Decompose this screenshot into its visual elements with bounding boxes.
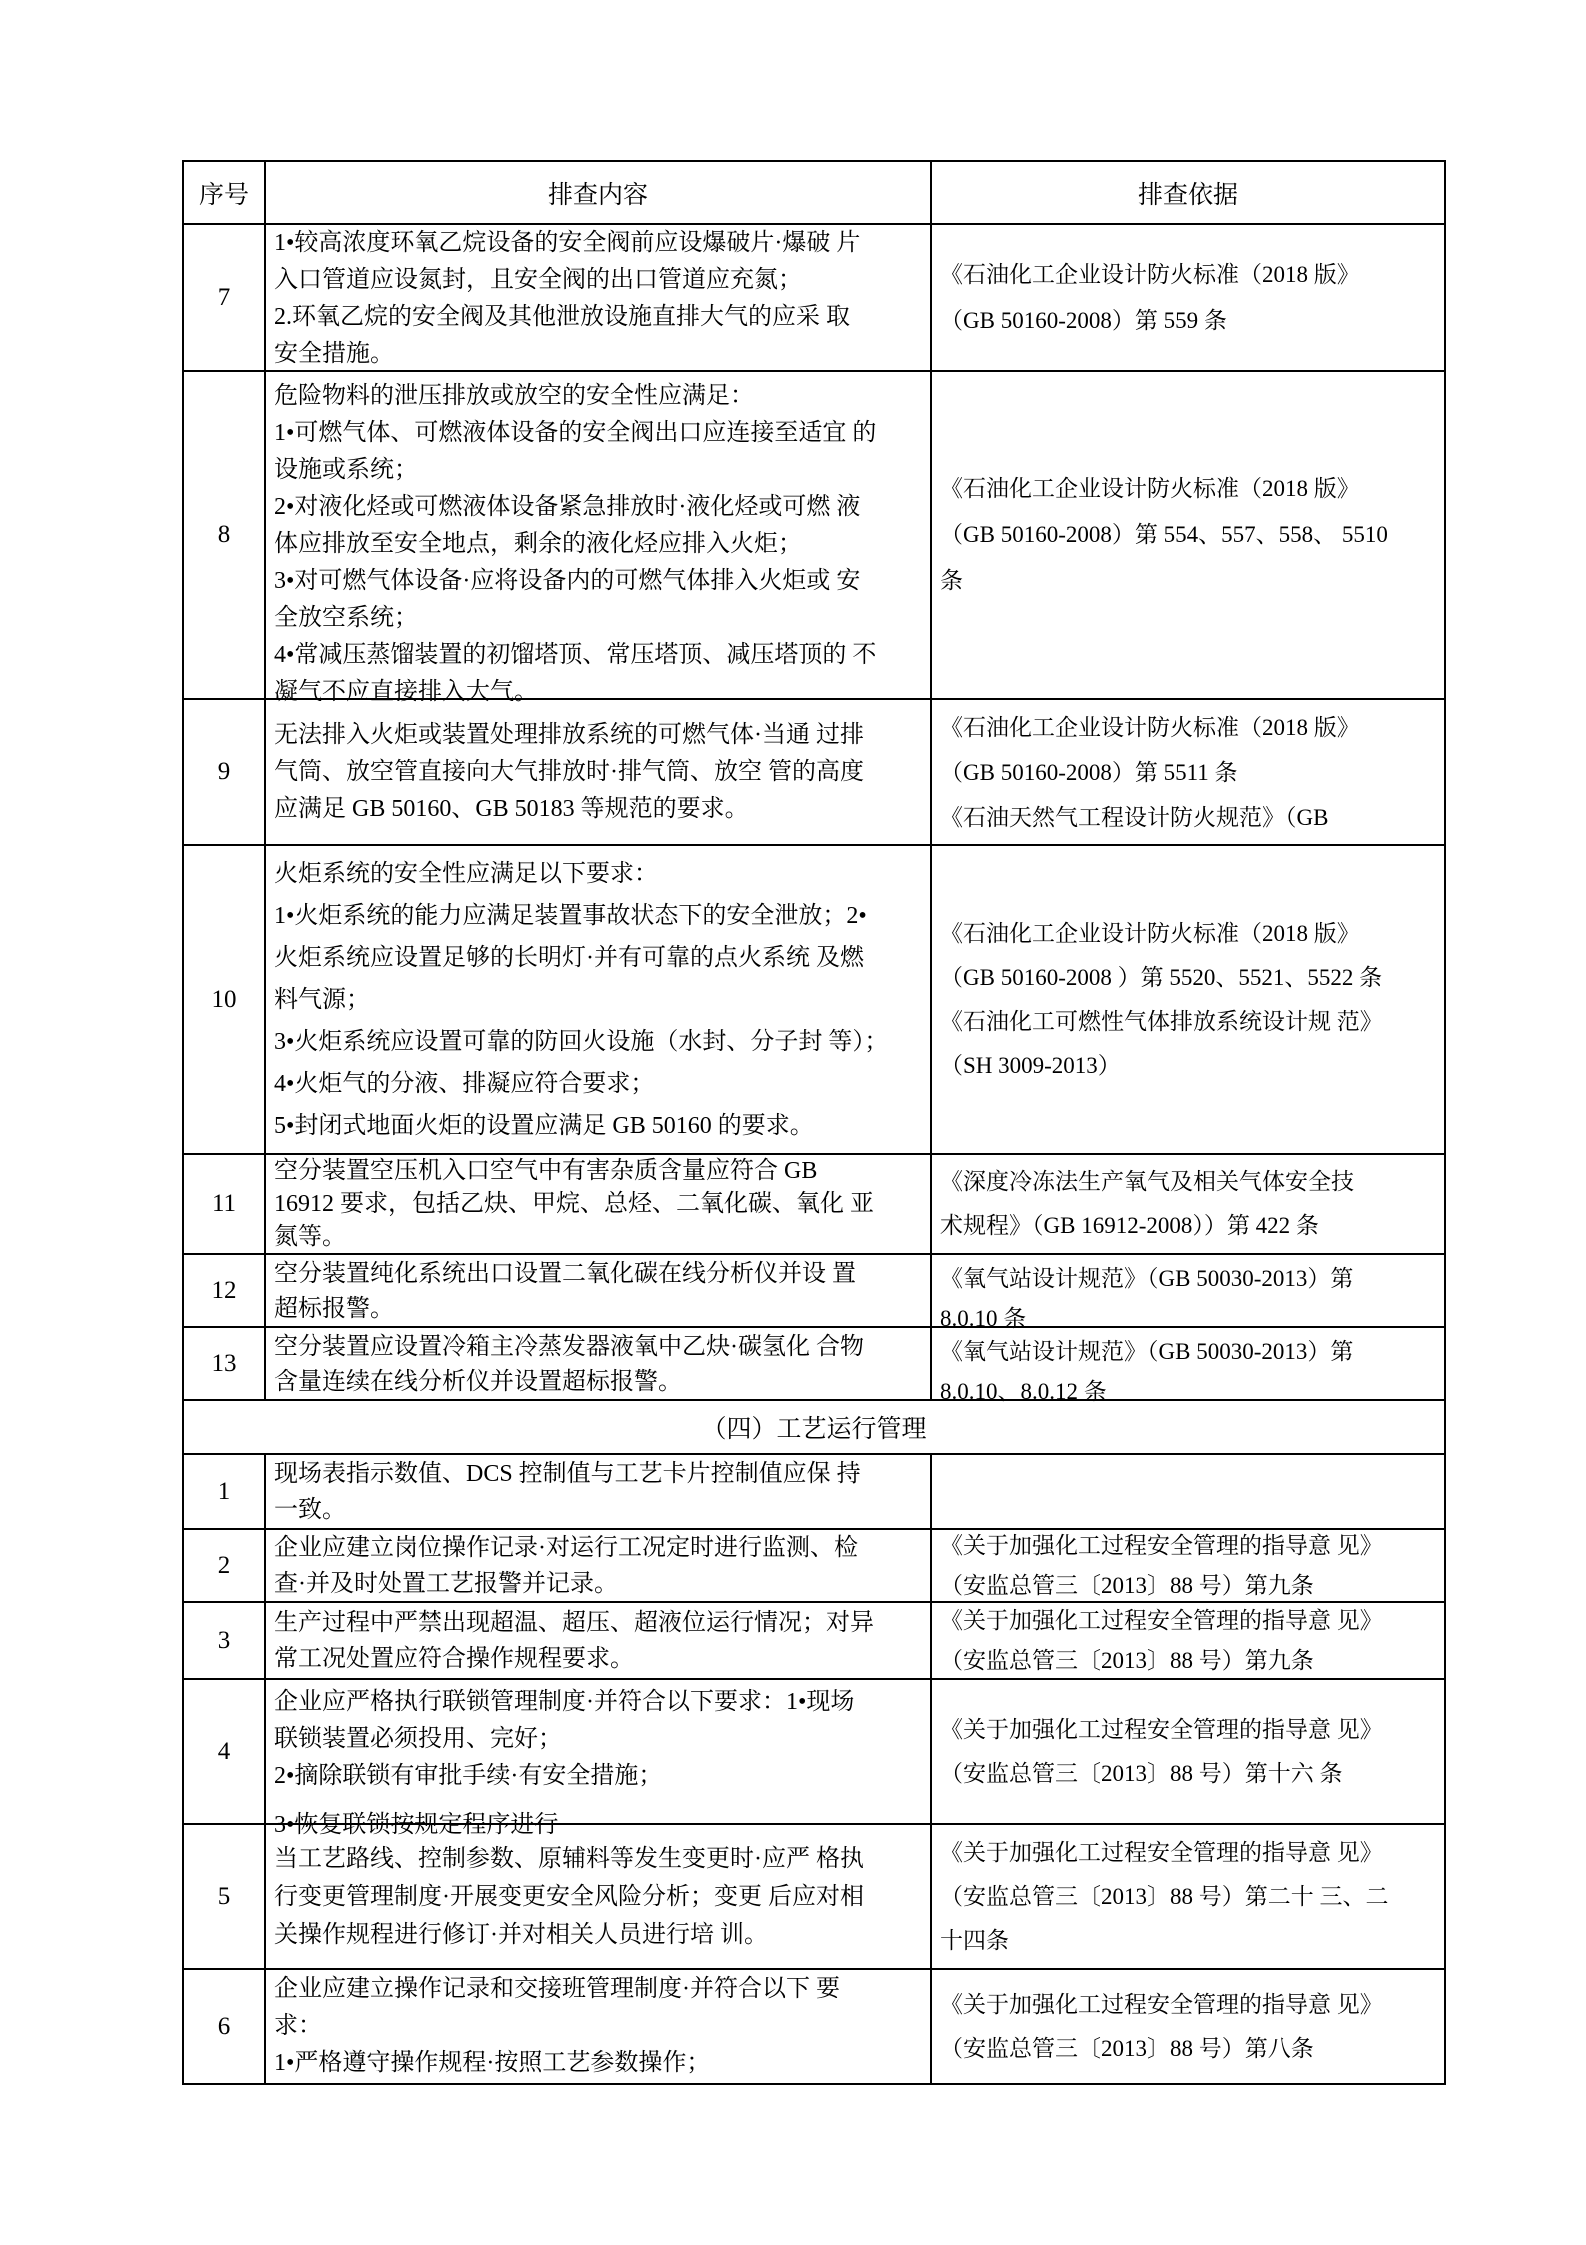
content-text-line: 火炬系统的安全性应满足以下要求： — [274, 860, 658, 887]
content-box — [266, 225, 930, 370]
content-box — [266, 1680, 930, 1838]
basis-text-line: 8.0.10、8.0.12 条 — [940, 1379, 1107, 1404]
row-number-cell — [183, 845, 265, 1154]
basis-text-line: （GB 50160-2008 ）第 5520、5521、5522 条 — [940, 964, 1383, 990]
basis-text-line: 《石油化工企业设计防火标准（2018 版》 — [940, 714, 1360, 740]
content-box — [266, 700, 930, 844]
basis-text-line: 十四条 — [940, 1927, 1009, 1953]
content-box — [266, 1825, 930, 1968]
basis-cell — [931, 1254, 1445, 1331]
basis-text-line: （SH 3009-2013） — [940, 1052, 1121, 1078]
content-text-line: 危险物料的泄压排放或放空的安全性应满足： — [274, 383, 754, 409]
row-number-box — [184, 1328, 264, 1399]
row-number-box — [184, 1825, 264, 1968]
basis-text-line: 8.0.10 条 — [940, 1306, 1027, 1331]
content-text-line: 当工艺路线、控制参数、原辅料等发生变更时·应严 格执 — [274, 1845, 864, 1872]
content-cell — [265, 699, 931, 845]
basis-cell — [931, 1154, 1445, 1254]
basis-cell — [931, 1602, 1445, 1679]
row-number-cell — [183, 224, 265, 371]
content-text-line: 空分装置纯化系统出口设置二氧化碳在线分析仪并设 置 — [274, 1261, 856, 1287]
content-text-line: 超标报警。 — [274, 1296, 394, 1322]
row-number-box — [184, 1455, 264, 1528]
content-text-line: 空分装置应设置冷箱主冷蒸发器液氧中乙炔·碳氢化 合物 — [274, 1334, 864, 1360]
content-text-line: 1•可燃气体、可燃液体设备的安全阀出口应连接至适宜 的 — [274, 420, 877, 446]
basis-text-line: 《关于加强化工过程安全管理的指导意 见》 — [940, 1716, 1383, 1742]
row-number-box — [184, 1155, 264, 1253]
content-cell — [265, 1254, 931, 1327]
row-number: 3 — [217, 1626, 231, 1654]
row-number-cell — [183, 699, 265, 845]
content-text-line: 料气源； — [274, 986, 370, 1013]
basis-cell — [931, 1824, 1445, 1969]
basis-text-line: （安监总管三〔2013〕88 号）第八条 — [940, 2035, 1314, 2061]
table-row — [183, 224, 1445, 371]
content-text-line: 2.环氧乙烷的安全阀及其他泄放设施直排大气的应采 取 — [274, 304, 850, 330]
content-text-line: 关操作规程进行修订·并对相关人员进行培 训。 — [274, 1921, 768, 1948]
content-text-line: 凝气不应直接排入大气。 — [274, 679, 538, 705]
row-number-box — [184, 1603, 264, 1678]
content-box — [266, 1530, 930, 1601]
content-box — [266, 1328, 930, 1399]
basis-text-line: （GB 50160-2008）第 559 条 — [940, 307, 1227, 333]
header-label-basis: 排查依据 — [1137, 181, 1238, 209]
content-cell — [265, 1529, 931, 1602]
row-number-cell — [183, 1679, 265, 1824]
basis-box — [932, 846, 1444, 1153]
content-text-line: 空分装置空压机入口空气中有害杂质含量应符合 GB — [274, 1158, 818, 1184]
basis-cell — [931, 224, 1445, 371]
basis-text-line: 《关于加强化工过程安全管理的指导意 见》 — [940, 1991, 1383, 2017]
row-number-cell — [183, 1154, 265, 1254]
basis-text-line: 《关于加强化工过程安全管理的指导意 见》 — [940, 1532, 1383, 1558]
table-row — [183, 1254, 1445, 1327]
content-cell — [265, 1454, 931, 1529]
basis-cell — [931, 1679, 1445, 1824]
basis-box — [932, 700, 1444, 844]
basis-box — [932, 1825, 1444, 1968]
content-text-line: 3•恢复联锁按规定程序进行 — [274, 1812, 559, 1838]
content-cell — [265, 845, 931, 1154]
row-number: 4 — [217, 1737, 231, 1765]
content-cell — [265, 224, 931, 371]
content-text-line: 无法排入火炬或装置处理排放系统的可燃气体·当通 过排 — [274, 721, 864, 748]
basis-box — [932, 1603, 1444, 1678]
content-text-line: 火炬系统应设置足够的长明灯·并有可靠的点火系统 及燃 — [274, 944, 864, 971]
content-box — [266, 1455, 930, 1528]
content-text-line: 设施或系统； — [274, 457, 418, 483]
header-cell-basis — [931, 161, 1445, 224]
content-text-line: 生产过程中严禁出现超温、超压、超液位运行情况；对异 — [274, 1609, 874, 1636]
basis-text-line: 《石油化工企业设计防火标准（2018 版》 — [940, 920, 1360, 946]
section-title: （四）工艺运行管理 — [701, 1416, 927, 1443]
content-text-line: 应满足 GB 50160、GB 50183 等规范的要求。 — [274, 795, 749, 822]
basis-cell — [931, 371, 1445, 699]
content-cell — [265, 1602, 931, 1679]
row-number-box — [184, 1970, 264, 2083]
row-number: 2 — [217, 1551, 231, 1579]
row-number: 9 — [217, 758, 231, 785]
row-number-box — [184, 1680, 264, 1823]
basis-text-line: 《氧气站设计规范》（GB 50030-2013）第 — [940, 1266, 1354, 1291]
row-number-box — [184, 1255, 264, 1326]
content-text-line: 3•对可燃气体设备·应将设备内的可燃气体排入火炬或 安 — [274, 568, 861, 594]
content-cell — [265, 1679, 931, 1838]
row-number-box — [184, 700, 264, 844]
basis-cell — [931, 1529, 1445, 1602]
basis-text-line: 《关于加强化工过程安全管理的指导意 见》 — [940, 1607, 1383, 1633]
header-cell-content — [265, 161, 931, 224]
basis-text-line: （安监总管三〔2013〕88 号）第十六 条 — [940, 1760, 1343, 1786]
row-number: 12 — [211, 1276, 237, 1304]
basis-text-line: 《氧气站设计规范》（GB 50030-2013）第 — [940, 1339, 1354, 1364]
content-text-line — [274, 1795, 928, 1807]
content-box — [266, 372, 930, 705]
table-row — [183, 1529, 1445, 1602]
content-text-line: 查·并及时处置工艺报警并记录。 — [274, 1570, 618, 1597]
content-box — [266, 846, 930, 1153]
content-text-line: 入口管道应设氮封，且安全阀的出口管道应充氮； — [274, 267, 802, 293]
table-row — [183, 1969, 1445, 2084]
content-text-line: 3•火炬系统应设置可靠的防回火设施（水封、分子封 等）； — [274, 1028, 889, 1055]
content-text-line: 氮等。 — [274, 1224, 346, 1250]
row-number: 11 — [211, 1190, 237, 1217]
row-number-cell — [183, 1824, 265, 1969]
table-row — [183, 1327, 1445, 1400]
row-number: 6 — [217, 2012, 231, 2040]
basis-box — [932, 372, 1444, 698]
table-row — [183, 845, 1445, 1154]
row-number-box — [184, 846, 264, 1153]
table-row — [183, 1679, 1445, 1824]
content-text-line: 企业应严格执行联锁管理制度·并符合以下要求：1•现场 — [274, 1689, 855, 1715]
content-cell — [265, 1154, 931, 1254]
row-number-cell — [183, 1254, 265, 1327]
basis-text-line: 术规程》（GB 16912-2008））第 422 条 — [940, 1213, 1319, 1238]
content-text-line: 2•摘除联锁有审批手续·有安全措施； — [274, 1763, 663, 1789]
basis-cell — [931, 1969, 1445, 2084]
content-text-line: 安全措施。 — [274, 341, 394, 367]
content-cell — [265, 1327, 931, 1400]
content-text-line: 气筒、放空管直接向大气排放时·排气筒、放空 管的高度 — [274, 758, 864, 785]
table-header-row — [183, 161, 1445, 224]
content-box — [266, 1255, 930, 1326]
content-text-line: 求： — [274, 2013, 322, 2039]
row-number: 1 — [217, 1477, 231, 1505]
row-number-box — [184, 372, 264, 698]
table-row — [183, 1824, 1445, 1969]
basis-text-line: 《关于加强化工过程安全管理的指导意 见》 — [940, 1839, 1383, 1865]
table-row — [183, 371, 1445, 699]
content-cell — [265, 1824, 931, 1969]
content-box — [266, 1603, 930, 1678]
row-number-box — [184, 1530, 264, 1601]
basis-cell — [931, 699, 1445, 845]
row-number: 13 — [211, 1349, 237, 1377]
content-cell — [265, 371, 931, 705]
content-text-line: 现场表指示数值、DCS 控制值与工艺卡片控制值应保 持 — [274, 1460, 861, 1487]
basis-cell — [931, 1327, 1445, 1404]
header-cell-no — [183, 161, 265, 224]
basis-box — [932, 1680, 1444, 1823]
content-box — [266, 1970, 930, 2083]
basis-text-line: 条 — [940, 568, 963, 593]
basis-text-line: 《石油化工企业设计防火标准（2018 版》 — [940, 261, 1360, 287]
table-row — [183, 1602, 1445, 1679]
content-text-line: 行变更管理制度·开展变更安全风险分析；变更 后应对相 — [274, 1883, 864, 1910]
content-text-line: 1•火炬系统的能力应满足装置事故状态下的安全泄放；2• — [274, 902, 867, 929]
basis-text-line: （安监总管三〔2013〕88 号）第九条 — [940, 1572, 1314, 1598]
content-text-line: 5•封闭式地面火炬的设置应满足 GB 50160 的要求。 — [274, 1112, 814, 1139]
basis-text-line: （GB 50160-2008）第 5511 条 — [940, 759, 1238, 785]
header-label-no: 序号 — [198, 181, 249, 209]
content-text-line: 一致。 — [274, 1496, 346, 1523]
row-number-cell — [183, 1529, 265, 1602]
table-row — [183, 1454, 1445, 1529]
content-cell — [265, 1969, 931, 2084]
content-box — [266, 1155, 930, 1253]
basis-box — [932, 1255, 1444, 1331]
row-number-box — [184, 225, 264, 370]
row-number: 8 — [217, 521, 231, 548]
content-text-line: 含量连续在线分析仪并设置超标报警。 — [274, 1369, 682, 1395]
basis-box — [932, 1155, 1444, 1253]
content-text-line: 16912 要求，包括乙炔、甲烷、总烃、二氧化碳、氧化 亚 — [274, 1191, 874, 1217]
content-text-line: 2•对液化烃或可燃液体设备紧急排放时·液化烃或可燃 液 — [274, 494, 861, 520]
content-text-line: 常工况处置应符合操作规程要求。 — [274, 1645, 634, 1672]
content-text-line: 1•较高浓度环氧乙烷设备的安全阀前应设爆破片·爆破 片 — [274, 230, 861, 256]
content-text-line: 体应排放至安全地点，剩余的液化烃应排入火炬； — [274, 531, 802, 557]
basis-box — [932, 1530, 1444, 1601]
inspection-table — [182, 160, 1446, 2085]
basis-cell — [931, 1454, 1445, 1529]
content-text-line: 4•火炬气的分液、排凝应符合要求； — [274, 1070, 655, 1097]
row-number-cell — [183, 1327, 265, 1400]
row-number-cell — [183, 371, 265, 699]
row-number: 7 — [217, 283, 231, 311]
row-number: 10 — [211, 985, 237, 1013]
basis-text-line: 《石油化工可燃性气体排放系统设计规 范》 — [940, 1008, 1383, 1034]
row-number-cell — [183, 1454, 265, 1529]
content-text-line: 联锁装置必须投用、完好； — [274, 1726, 562, 1752]
row-number: 5 — [217, 1882, 231, 1910]
content-text-line: 企业应建立操作记录和交接班管理制度·并符合以下 要 — [274, 1976, 840, 2002]
basis-text-line: （GB 50160-2008）第 554、557、558、 5510 — [940, 522, 1388, 547]
table-row — [183, 1154, 1445, 1254]
row-number-cell — [183, 1602, 265, 1679]
basis-text-line: 《石油化工企业设计防火标准（2018 版》 — [940, 476, 1360, 501]
basis-box — [932, 1328, 1444, 1404]
basis-text-line: 《石油天然气工程设计防火规范》（GB — [940, 804, 1329, 830]
basis-cell — [931, 845, 1445, 1154]
content-text-line: 4•常减压蒸馏装置的初馏塔顶、常压塔顶、减压塔顶的 不 — [274, 642, 877, 668]
header-label-content: 排查内容 — [547, 181, 648, 209]
basis-box — [932, 225, 1444, 370]
basis-box — [932, 1970, 1444, 2083]
basis-box — [932, 1455, 1444, 1528]
content-text-line: 企业应建立岗位操作记录·对运行工况定时进行监测、检 — [274, 1534, 858, 1561]
basis-text-line: （安监总管三〔2013〕88 号）第二十 三、二 — [940, 1883, 1389, 1909]
content-text-line: 1•严格遵守操作规程·按照工艺参数操作； — [274, 2050, 711, 2076]
basis-text-line: （安监总管三〔2013〕88 号）第九条 — [940, 1647, 1314, 1673]
table-row — [183, 699, 1445, 845]
content-text-line: 全放空系统； — [274, 605, 418, 631]
row-number-cell — [183, 1969, 265, 2084]
basis-text-line: 《深度冷冻法生产氧气及相关气体安全技 — [940, 1169, 1354, 1194]
